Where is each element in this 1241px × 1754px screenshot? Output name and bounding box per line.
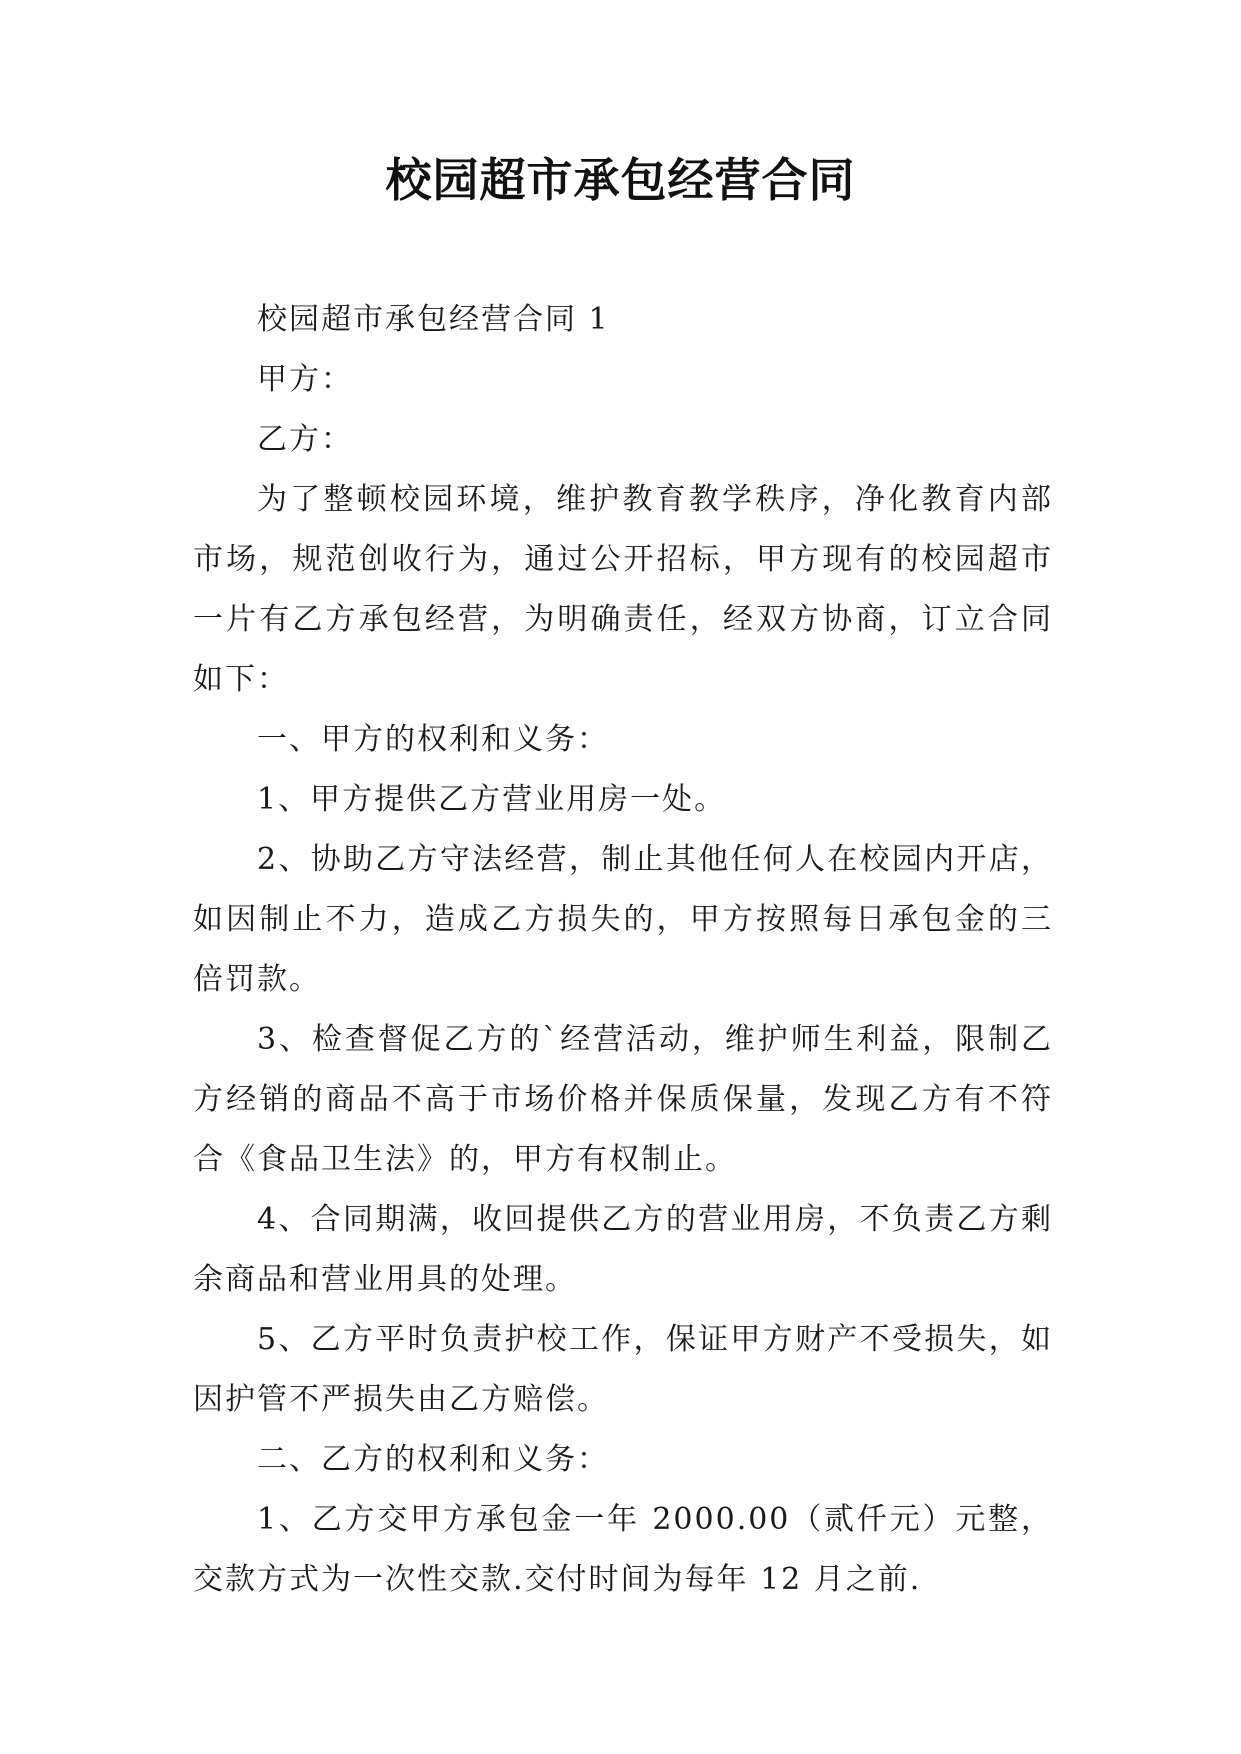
clause-a-4: 4、合同期满，收回提供乙方的营业用房，不负责乙方剩余商品和营业用具的处理。	[193, 1202, 1053, 1297]
clause-a-2: 2、协助乙方守法经营，制止其他任何人在校园内开店，如因制止不力，造成乙方损失的，甲方按照每日承包金的三倍罚款。	[193, 842, 1053, 997]
clause-a-5: 5、乙方平时负责护校工作，保证甲方财产不受损失，如因护管不严损失由乙方赔偿。	[193, 1322, 1053, 1417]
document-body	[193, 290, 1053, 1610]
section-heading-party-a: 一、甲方的权利和义务：	[257, 722, 609, 757]
clause-a-1: 1、甲方提供乙方营业用房一处。	[257, 782, 727, 817]
document-title: 校园超市承包经营合同	[385, 153, 856, 207]
clause-b-1: 1、乙方交甲方承包金一年 2000.00（贰仟元）元整，交款方式为一次性交款.交付时间为每年 12 月之前.	[193, 1502, 1053, 1597]
paragraph-party-b: 乙方：	[257, 422, 353, 457]
clause-a-3: 3、检查督促乙方的`经营活动，维护师生利益，限制乙方经销的商品不高于市场价格并保质保量，发现乙方有不符合《食品卫生法》的，甲方有权制止。	[193, 1022, 1053, 1177]
paragraph-party-a: 甲方：	[257, 362, 353, 397]
paragraph-preamble: 为了整顿校园环境，维护教育教学秩序，净化教育内部市场，规范创收行为，通过公开招标，甲方现有的校园超市一片有乙方承包经营，为明确责任，经双方协商，订立合同如下：	[193, 482, 1053, 697]
section-heading-party-b: 二、乙方的权利和义务：	[257, 1442, 609, 1477]
paragraph-heading: 校园超市承包经营合同 1	[257, 302, 610, 337]
